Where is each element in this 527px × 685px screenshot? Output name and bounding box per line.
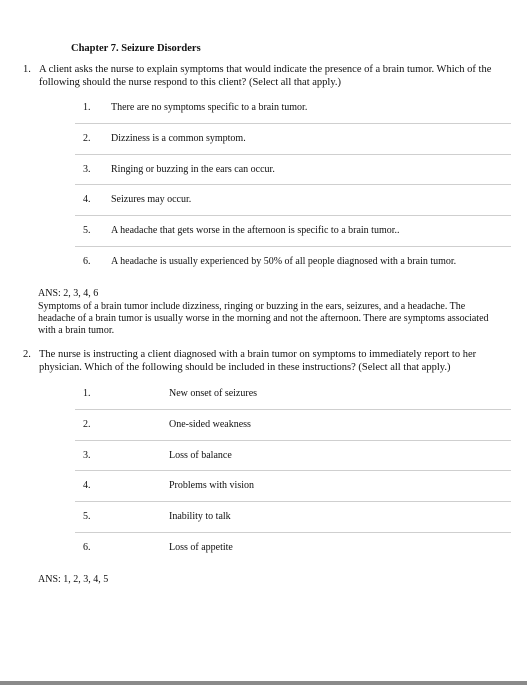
option-row bbox=[75, 93, 511, 124]
option-row bbox=[75, 471, 511, 502]
option-number: 1. bbox=[83, 102, 91, 113]
option-row bbox=[75, 410, 511, 441]
option-number: 2. bbox=[83, 132, 91, 144]
option-row bbox=[75, 124, 511, 155]
question-1-answer-block bbox=[38, 288, 498, 337]
option-text: Dizziness is a common symptom. bbox=[111, 132, 246, 144]
option-number: 3. bbox=[83, 449, 91, 461]
option-text: One-sided weakness bbox=[169, 418, 251, 430]
option-text: A headache is usually experienced by 50% of all people diagnosed with a brain tumor. bbox=[111, 256, 457, 267]
option-text: A headache that gets worse in the afternoon is specific to a brain tumor.. bbox=[111, 225, 400, 237]
option-text: Seizures may occur. bbox=[111, 194, 192, 206]
answer-key: ANS: 2, 3, 4, 6 bbox=[38, 288, 99, 299]
option-number: 5. bbox=[83, 225, 91, 237]
option-row bbox=[75, 441, 511, 472]
option-row bbox=[75, 502, 511, 533]
option-text: Inability to talk bbox=[169, 511, 231, 523]
option-number: 2. bbox=[83, 418, 91, 430]
option-number: 4. bbox=[83, 194, 91, 206]
option-row bbox=[75, 185, 511, 216]
option-text: New onset of seizures bbox=[169, 388, 258, 399]
option-number: 5. bbox=[83, 511, 91, 523]
rationale-text: Symptoms of a brain tumor include dizziness, ringing or buzzing in the ears, seizures, and a headache. The headache of a brain tumor is usually worse in the morning and not the afternoon. There are symptoms associated with a brain tumor. bbox=[38, 301, 489, 336]
option-text: Problems with vision bbox=[169, 480, 255, 492]
option-row bbox=[75, 155, 511, 186]
answer-key: ANS: 1, 2, 3, 4, 5 bbox=[38, 574, 109, 585]
option-number: 6. bbox=[83, 542, 91, 553]
option-text: Loss of balance bbox=[169, 449, 232, 461]
chapter-title: Chapter 7. Seizure Disorders bbox=[71, 43, 201, 54]
option-number: 3. bbox=[83, 163, 91, 175]
option-row bbox=[75, 247, 511, 277]
page-bottom-bar bbox=[0, 681, 527, 685]
option-row bbox=[75, 216, 511, 247]
question-number: 2. bbox=[23, 349, 31, 360]
question-2-answer-block bbox=[38, 574, 338, 586]
question-text: The nurse is instructing a client diagnosed with a brain tumor on symptoms to immediately report to her physician. Which of the following should be included in these instructions? (Select all that apply.) bbox=[39, 349, 477, 373]
question-number: 1. bbox=[23, 64, 31, 75]
option-number: 6. bbox=[83, 256, 91, 267]
option-text: There are no symptoms specific to a brain tumor. bbox=[111, 102, 308, 113]
option-text: Ringing or buzzing in the ears can occur. bbox=[111, 163, 275, 175]
option-text: Loss of appetite bbox=[169, 542, 233, 553]
option-number: 1. bbox=[83, 388, 91, 399]
question-text: A client asks the nurse to explain symptoms that would indicate the presence of a brain tumor. Which of the following should the nurse respond to this client? (Select all that apply.) bbox=[39, 64, 492, 88]
option-number: 4. bbox=[83, 480, 91, 492]
option-row bbox=[75, 533, 511, 563]
option-row bbox=[75, 379, 511, 410]
